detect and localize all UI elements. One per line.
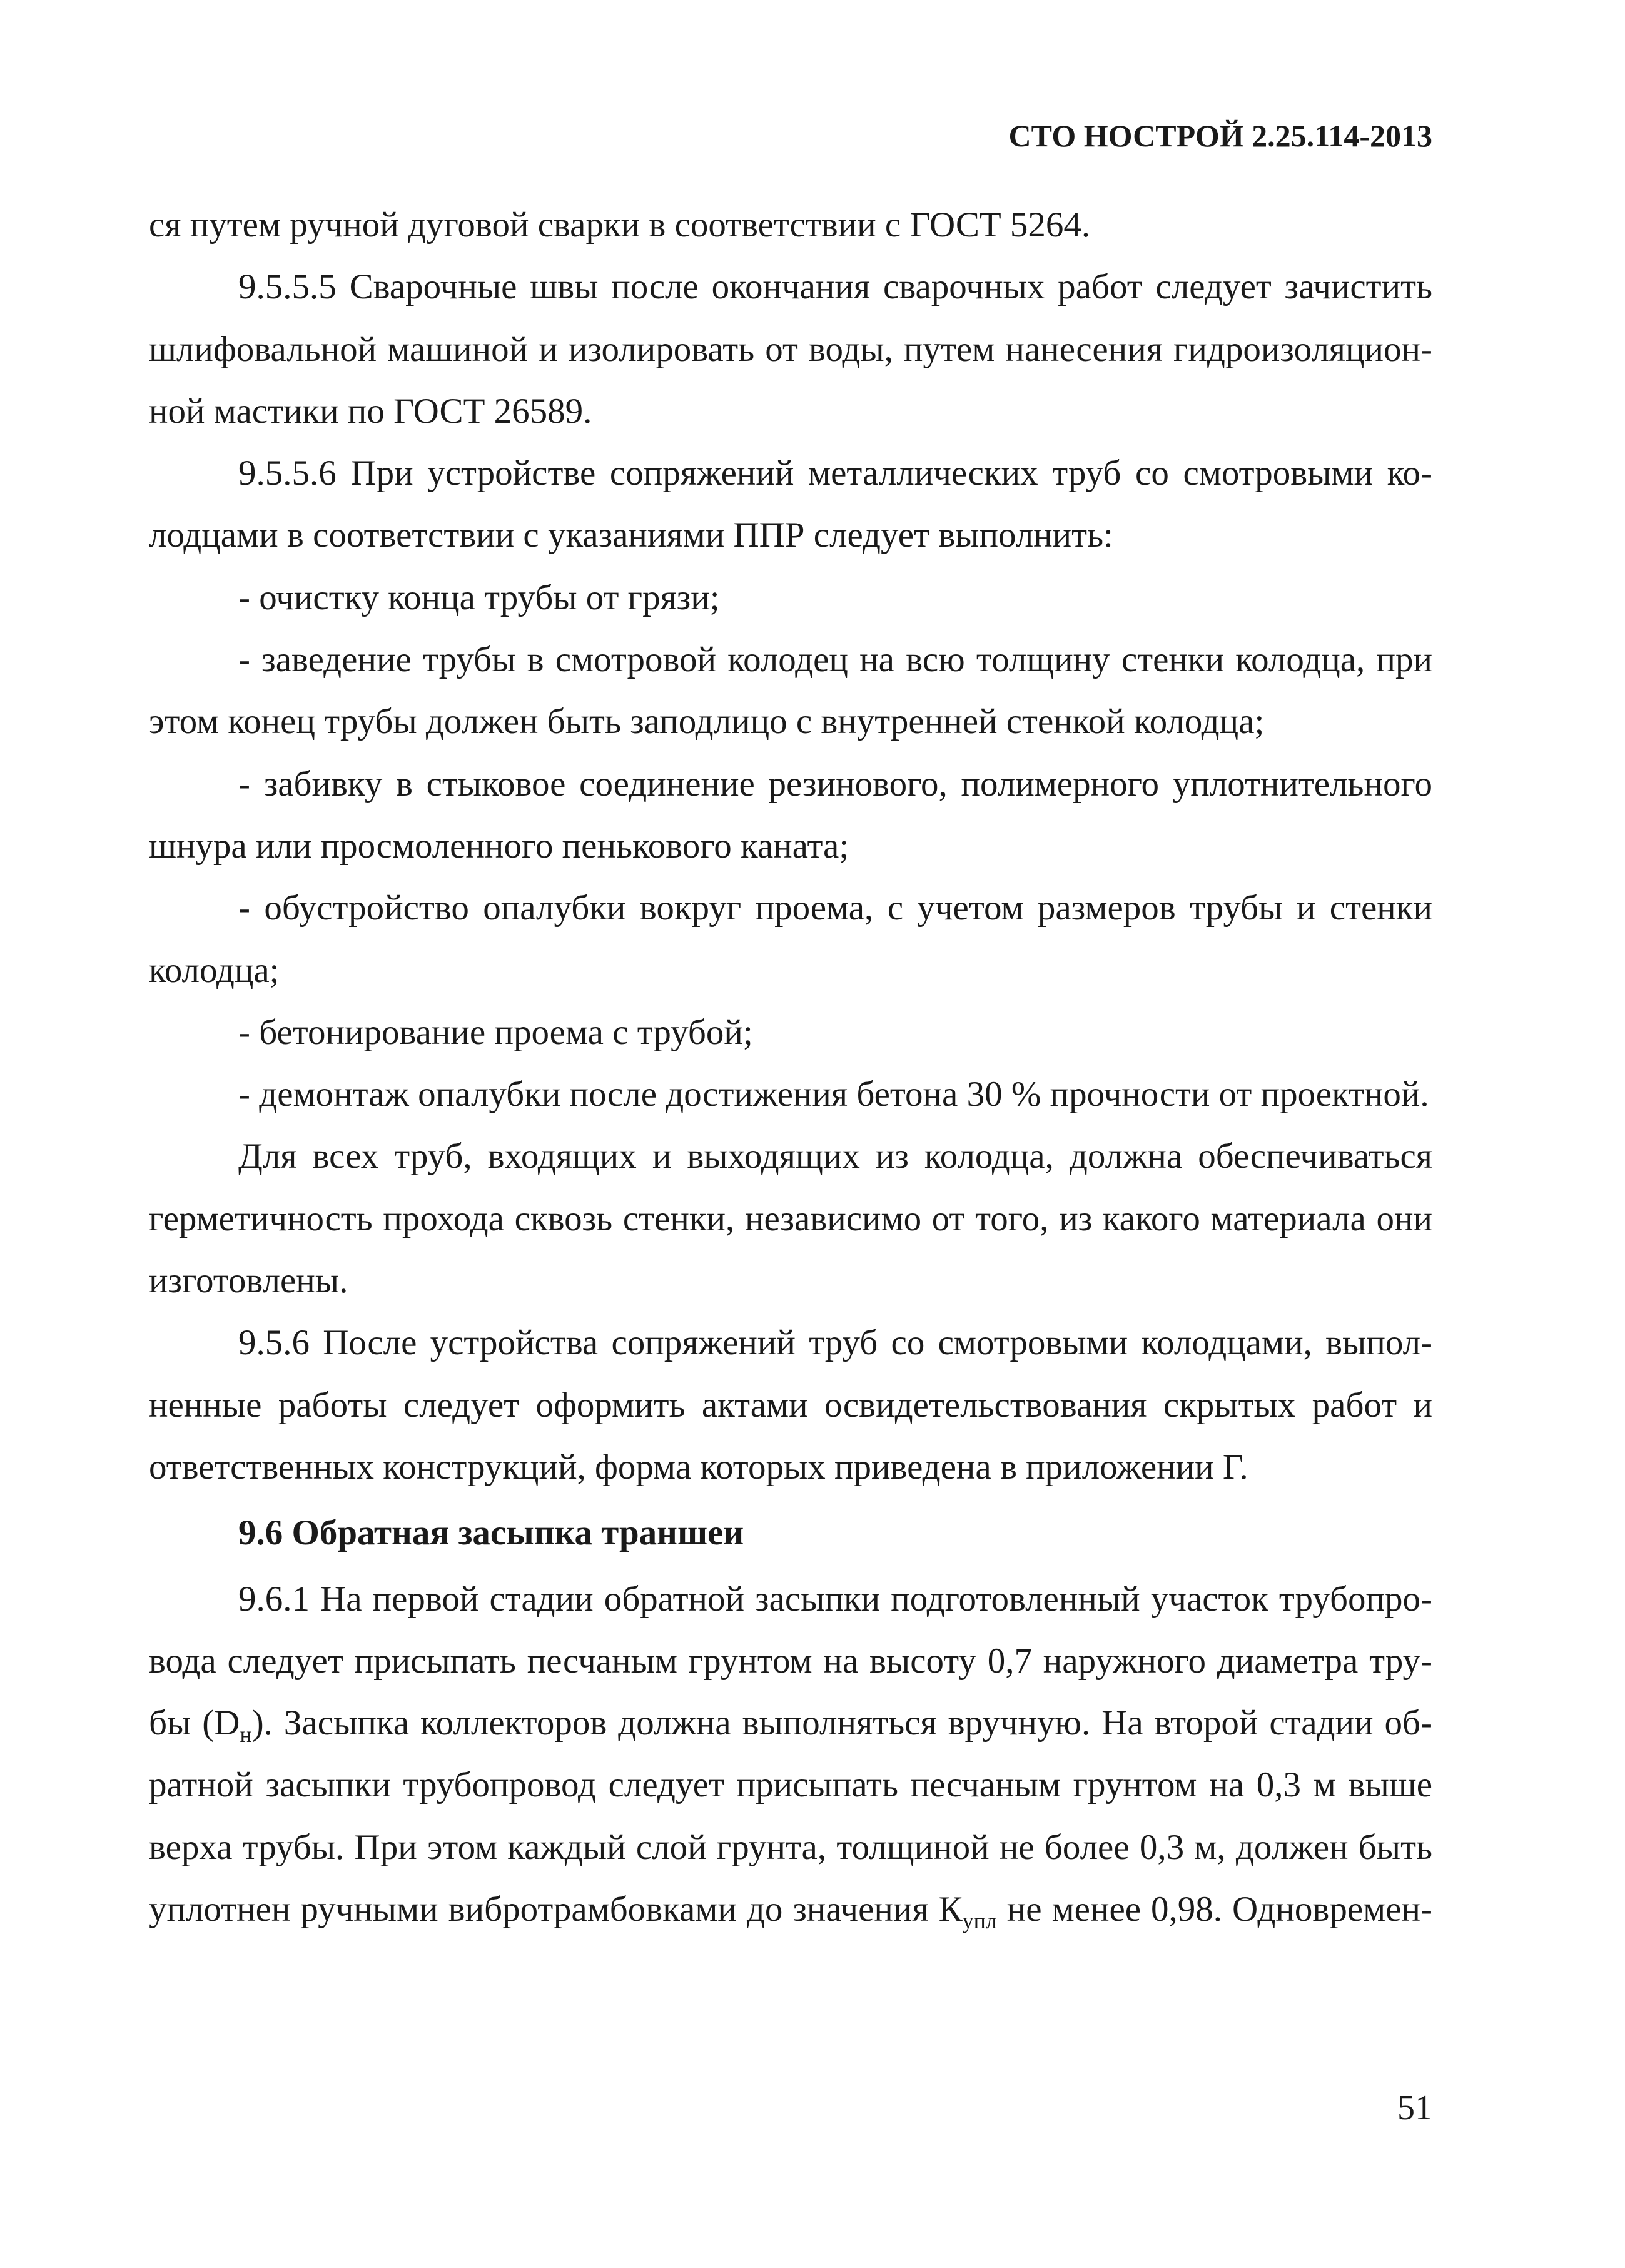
text-line: этом конец трубы должен быть заподлицо с внутренней стенкой колодца;	[149, 702, 1265, 742]
list-item: - обустройство опалубки вокруг проема, с учетом размеров трубы и стенки	[238, 888, 1432, 928]
text-line: верха трубы. При этом каждый слой грунта, толщиной не более 0,3 м, должен быть	[149, 1827, 1432, 1867]
list-item: - очистку конца трубы от грязи;	[238, 577, 720, 617]
text-line: колодца;	[149, 950, 280, 990]
page-number: 51	[1397, 2088, 1432, 2127]
text-line: ся путем ручной дуговой сварки в соответствии с ГОСТ 5264.	[149, 205, 1091, 245]
text-line: 9.6.1 На первой стадии обратной засыпки подготовленный участок трубопро-	[238, 1579, 1432, 1619]
text-line: вода следует присыпать песчаным грунтом на высоту 0,7 наружного диаметра тру-	[149, 1641, 1432, 1681]
text-line: 9.5.5.6 При устройстве сопряжений металлических труб со смотровыми ко-	[238, 453, 1432, 494]
text-segment: бы (D	[149, 1703, 240, 1743]
text-line: 9.5.6 После устройства сопряжений труб со смотровыми колодцами, выпол-	[238, 1323, 1432, 1363]
text-line: герметичность прохода сквозь стенки, независимо от того, из какого материала они	[149, 1198, 1432, 1238]
subscript: н	[240, 1722, 252, 1748]
list-item: - забивку в стыковое соединение резинового, полимерного уплотнительного	[238, 764, 1432, 804]
text-line: ной мастики по ГОСТ 26589.	[149, 391, 592, 431]
body-text	[149, 194, 1432, 1940]
text-line: ответственных конструкций, форма которых приведена в приложении Г.	[149, 1447, 1248, 1487]
text-line: шнура или просмоленного пенькового каната;	[149, 826, 849, 866]
subscript: упл	[962, 1908, 997, 1934]
text-line: ненные работы следует оформить актами освидетельствования скрытых работ и	[149, 1385, 1432, 1425]
text-line: ратной засыпки трубопровод следует присыпать песчаным грунтом на 0,3 м выше	[149, 1765, 1432, 1805]
document-code-header: СТО НОСТРОЙ 2.25.114-2013	[1008, 118, 1432, 153]
text-line-with-subscript	[149, 1692, 1432, 1754]
text-line: Для всех труб, входящих и выходящих из колодца, должна обеспечиваться	[238, 1137, 1432, 1177]
text-line: шлифовальной машиной и изолировать от воды, путем нанесения гидроизоляцион-	[149, 329, 1432, 369]
list-item: - демонтаж опалубки после достижения бетона 30 % прочности от проектной.	[238, 1075, 1429, 1115]
list-item: - бетонирование проема с трубой;	[238, 1012, 753, 1052]
text-line-with-subscript	[149, 1878, 1432, 1940]
text-line: 9.5.5.5 Сварочные швы после окончания сварочных работ следует зачистить	[238, 267, 1432, 307]
text-segment: не менее 0,98. Одновремен-	[996, 1890, 1432, 1930]
text-segment: уплотнен ручными вибротрамбовками до значения К	[149, 1890, 963, 1930]
list-item: - заведение трубы в смотровой колодец на всю толщину стенки колодца, при	[238, 640, 1432, 680]
text-segment: ). Засыпка коллекторов должна выполняться вручную. На второй стадии об-	[251, 1703, 1432, 1743]
section-heading: 9.6 Обратная засыпка траншеи	[238, 1513, 744, 1553]
text-line: лодцами в соответствии с указаниями ППР следует выполнить:	[149, 515, 1113, 555]
text-line: изготовлены.	[149, 1261, 348, 1301]
